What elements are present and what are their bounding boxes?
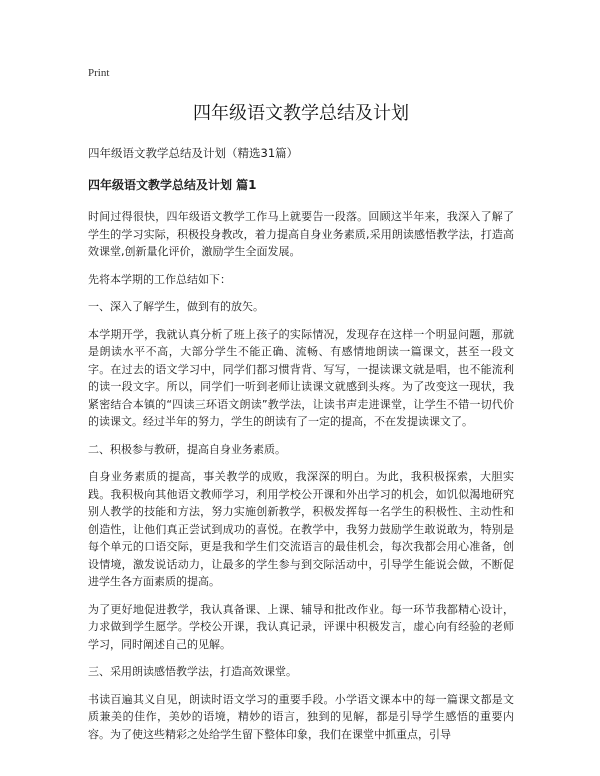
- paragraph-point-3: 书读百遍其义自见，朗读时语文学习的重要手段。小学语文课本中的每一篇课文都是文质兼美的佳作，美妙的语境，精妙的语言，独到的见解，都是引导学生感悟的重要内容。为了使这些精彩之处给学生留下整体印象，我们在课堂中抓重点，引导: [88, 692, 514, 741]
- paragraph-summary-lead: 先将本学期的工作总结如下：: [88, 272, 231, 286]
- document-title: 四年级语文教学总结及计划: [193, 103, 409, 124]
- paragraph-point-1: 本学期开学，我就认真分析了班上孩子的实际情况，发现存在这样一个明显问题，那就是朗读水平不高，大部分学生不能正确、流畅、有感情地朗读一篇课文，甚至一段文字。在过去的语文学习中，同学们都习惯背背、写写，一提读课文就是唱，也不能流利的读一段文字。所以，同学们一听到老师让读课文就感到头疼。为了改变这一现状，我紧密结合本镇的“四读三环语文朗读”教学法，让读书声走进课堂，让学生不错一切代价的读课文。经过半年的努力，学生的朗读有了一定的提高，不在发提读课文了。: [88, 327, 514, 428]
- document-subtitle: 四年级语文教学总结及计划（精选31篇）: [88, 146, 299, 160]
- point-heading-2: 二、积极参与教研，提高自身业务素质。: [88, 442, 286, 456]
- point-heading-3: 三、采用朗读感悟教学法，打造高效课堂。: [88, 665, 297, 678]
- document-page: [88, 66, 514, 753]
- point-heading-1: 一、深入了解学生，做到有的放矢。: [88, 300, 264, 313]
- section-heading: 四年级语文教学总结及计划 篇1: [88, 178, 257, 192]
- paragraph-point-2b: 为了更好地促进教学，我认真备课、上课、辅导和批改作业。每一环节我都精心设计，力求做到学生愿学。学校公开课，我认真记录，评课中积极发言，虚心向有经验的老师学习，同时阐述自己的见解。: [88, 602, 514, 651]
- paragraph-intro: 时间过得很快，四年级语文教学工作马上就要告一段落。回顾这半年来，我深入了解了学生的学习实际，积极投身教改，着力提高自身业务素质,采用朗读感悟教学法，打造高效课堂,创新量化评价，激励学生全面发展。: [88, 210, 514, 258]
- paragraph-point-2a: 自身业务素质的提高，事关教学的成败，我深深的明白。为此，我积极探索，大胆实践。我积极向其他语文教师学习，利用学校公开课和外出学习的机会，如饥似渴地研究别人教学的技能和方法，努力实施创新教学，积极发挥每一名学生的积极性、主动性和创造性，让他们真正尝试到成功的喜悦。在教学中，我努力鼓励学生敢说敢为，特别是每个单元的口语交际，更是我和学生们交流语言的最佳机会，每次我都会用心准备，创设情境，激发说话动力，让最多的学生参与到交际活动中，引导学生能说会做，不断促进学生各方面素质的提高。: [88, 470, 514, 588]
- print-label[interactable]: Print: [88, 67, 110, 79]
